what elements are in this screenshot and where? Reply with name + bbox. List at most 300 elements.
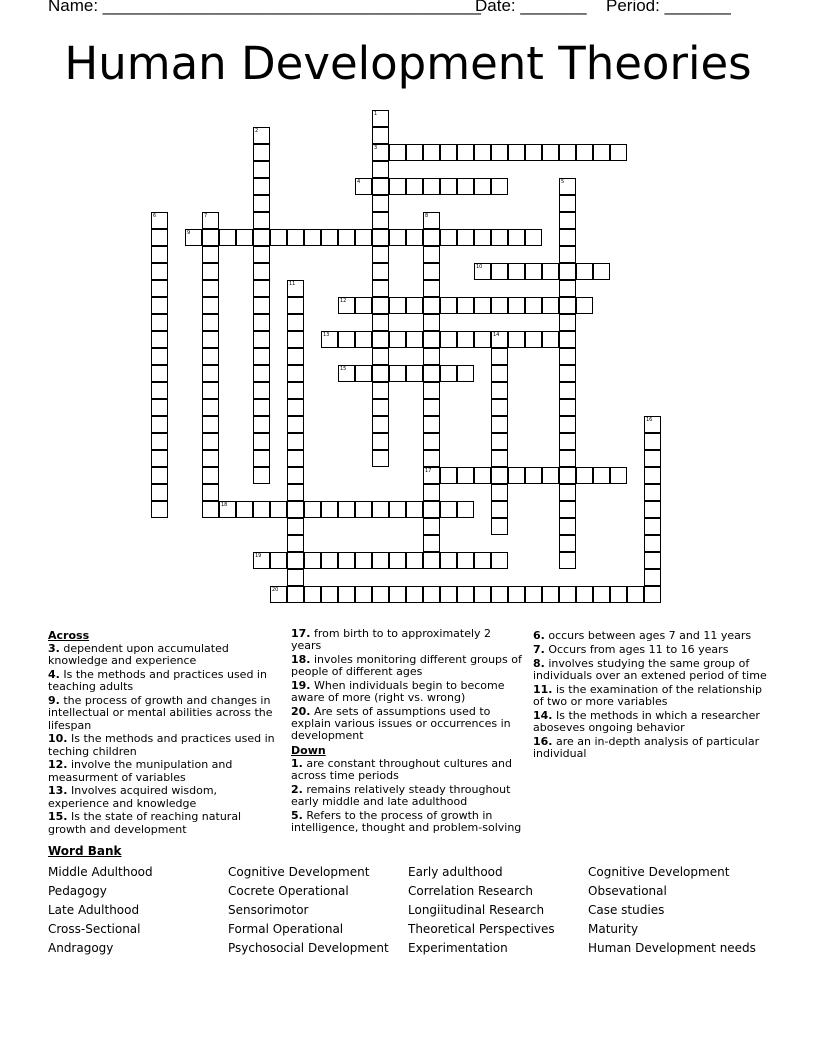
grid-cell[interactable] (151, 280, 168, 297)
grid-cell[interactable] (423, 484, 440, 501)
grid-cell[interactable] (559, 586, 576, 603)
grid-cell[interactable] (491, 229, 508, 246)
grid-cell[interactable] (440, 365, 457, 382)
grid-cell[interactable] (372, 314, 389, 331)
grid-cell[interactable] (202, 314, 219, 331)
grid-cell[interactable] (287, 433, 304, 450)
grid-cell[interactable] (253, 399, 270, 416)
grid-cell[interactable] (372, 552, 389, 569)
grid-cell[interactable] (372, 195, 389, 212)
grid-cell[interactable] (406, 229, 423, 246)
grid-cell[interactable] (474, 586, 491, 603)
grid-cell[interactable] (644, 501, 661, 518)
grid-cell[interactable] (253, 331, 270, 348)
grid-cell[interactable] (559, 195, 576, 212)
grid-cell[interactable] (559, 416, 576, 433)
grid-cell[interactable] (185, 229, 202, 246)
grid-cell[interactable] (525, 586, 542, 603)
grid-cell[interactable] (253, 229, 270, 246)
grid-cell[interactable] (321, 229, 338, 246)
grid-cell[interactable] (202, 467, 219, 484)
grid-cell[interactable] (559, 212, 576, 229)
grid-cell[interactable] (287, 552, 304, 569)
grid-cell[interactable] (219, 229, 236, 246)
grid-cell[interactable] (559, 467, 576, 484)
grid-cell[interactable] (202, 501, 219, 518)
grid-cell[interactable] (491, 586, 508, 603)
grid-cell[interactable] (457, 144, 474, 161)
grid-cell[interactable] (559, 263, 576, 280)
grid-cell[interactable] (338, 586, 355, 603)
grid-cell[interactable] (559, 535, 576, 552)
grid-cell[interactable] (372, 348, 389, 365)
grid-cell[interactable] (253, 467, 270, 484)
grid-cell[interactable] (457, 552, 474, 569)
grid-cell[interactable] (491, 450, 508, 467)
grid-cell[interactable] (423, 382, 440, 399)
grid-cell[interactable] (559, 382, 576, 399)
grid-cell[interactable] (151, 450, 168, 467)
grid-cell[interactable] (542, 144, 559, 161)
grid-cell[interactable] (236, 229, 253, 246)
grid-cell[interactable] (287, 331, 304, 348)
grid-cell[interactable] (491, 382, 508, 399)
grid-cell[interactable] (372, 229, 389, 246)
grid-cell[interactable] (202, 416, 219, 433)
grid-cell[interactable] (508, 331, 525, 348)
grid-cell[interactable] (338, 229, 355, 246)
grid-cell[interactable] (525, 144, 542, 161)
grid-cell[interactable] (457, 365, 474, 382)
grid-cell[interactable] (508, 297, 525, 314)
grid-cell[interactable] (372, 433, 389, 450)
grid-cell[interactable] (644, 450, 661, 467)
grid-cell[interactable] (287, 484, 304, 501)
grid-cell[interactable] (576, 263, 593, 280)
grid-cell[interactable] (423, 518, 440, 535)
grid-cell[interactable] (253, 195, 270, 212)
grid-cell[interactable] (440, 297, 457, 314)
grid-cell[interactable] (270, 552, 287, 569)
grid-cell[interactable] (406, 552, 423, 569)
grid-cell[interactable] (253, 297, 270, 314)
grid-cell[interactable] (338, 501, 355, 518)
grid-cell[interactable] (423, 535, 440, 552)
grid-cell[interactable] (474, 178, 491, 195)
grid-cell[interactable] (372, 331, 389, 348)
grid-cell[interactable] (253, 433, 270, 450)
grid-cell[interactable] (440, 586, 457, 603)
grid-cell[interactable] (610, 467, 627, 484)
grid-cell[interactable] (559, 331, 576, 348)
grid-cell[interactable] (423, 263, 440, 280)
grid-cell[interactable] (151, 348, 168, 365)
grid-cell[interactable] (287, 297, 304, 314)
grid-cell[interactable] (202, 263, 219, 280)
grid-cell[interactable] (423, 144, 440, 161)
grid-cell[interactable] (508, 229, 525, 246)
grid-cell[interactable] (355, 297, 372, 314)
grid-cell[interactable] (423, 552, 440, 569)
grid-cell[interactable] (202, 246, 219, 263)
grid-cell[interactable] (151, 382, 168, 399)
grid-cell[interactable] (423, 297, 440, 314)
word-bank-column (588, 863, 756, 958)
grid-cell[interactable] (423, 399, 440, 416)
grid-cell[interactable] (559, 552, 576, 569)
grid-cell[interactable] (253, 314, 270, 331)
grid-cell[interactable] (287, 399, 304, 416)
grid-cell[interactable] (423, 586, 440, 603)
grid-cell[interactable] (202, 331, 219, 348)
grid-cell[interactable] (559, 450, 576, 467)
grid-cell[interactable] (423, 212, 440, 229)
grid-cell[interactable] (559, 518, 576, 535)
grid-cell[interactable] (423, 280, 440, 297)
grid-cell[interactable] (372, 127, 389, 144)
grid-cell[interactable] (287, 501, 304, 518)
grid-cell[interactable] (423, 501, 440, 518)
grid-cell[interactable] (474, 229, 491, 246)
grid-cell[interactable] (270, 586, 287, 603)
grid-cell[interactable] (270, 229, 287, 246)
grid-cell[interactable] (593, 586, 610, 603)
grid-cell[interactable] (151, 331, 168, 348)
grid-cell[interactable] (457, 586, 474, 603)
grid-cell[interactable] (202, 399, 219, 416)
grid-cell[interactable] (559, 314, 576, 331)
grid-cell[interactable] (644, 467, 661, 484)
grid-cell[interactable] (321, 501, 338, 518)
grid-cell[interactable] (491, 416, 508, 433)
grid-cell[interactable] (491, 263, 508, 280)
grid-cell[interactable] (355, 229, 372, 246)
grid-cell[interactable] (304, 229, 321, 246)
date-field[interactable]: Date: _______ (475, 0, 587, 15)
grid-cell[interactable] (304, 586, 321, 603)
grid-cell[interactable] (457, 501, 474, 518)
grid-cell[interactable] (644, 433, 661, 450)
grid-cell[interactable] (508, 586, 525, 603)
grid-cell[interactable] (372, 416, 389, 433)
grid-cell[interactable] (372, 450, 389, 467)
grid-cell[interactable] (644, 416, 661, 433)
grid-cell[interactable] (372, 246, 389, 263)
period-field[interactable]: Period: _______ (606, 0, 731, 15)
grid-cell[interactable] (406, 501, 423, 518)
grid-cell[interactable] (406, 297, 423, 314)
grid-cell[interactable] (287, 586, 304, 603)
grid-cell[interactable] (491, 552, 508, 569)
grid-cell[interactable] (559, 348, 576, 365)
grid-cell[interactable] (525, 467, 542, 484)
grid-cell[interactable] (151, 263, 168, 280)
grid-cell[interactable] (372, 263, 389, 280)
grid-cell[interactable] (389, 586, 406, 603)
grid-cell[interactable] (423, 178, 440, 195)
grid-cell[interactable] (304, 552, 321, 569)
word-bank-item: Psychosocial Development (228, 941, 389, 955)
grid-cell[interactable] (202, 433, 219, 450)
grid-cell[interactable] (355, 586, 372, 603)
grid-cell[interactable] (423, 467, 440, 484)
grid-cell[interactable] (423, 365, 440, 382)
grid-cell[interactable] (236, 501, 253, 518)
grid-cell[interactable] (491, 297, 508, 314)
grid-cell[interactable] (287, 280, 304, 297)
grid-cell[interactable] (270, 501, 287, 518)
grid-cell[interactable] (253, 178, 270, 195)
grid-cell[interactable] (542, 586, 559, 603)
grid-cell[interactable] (389, 552, 406, 569)
grid-cell[interactable] (457, 178, 474, 195)
grid-cell[interactable] (593, 467, 610, 484)
grid-cell[interactable] (525, 229, 542, 246)
grid-cell[interactable] (508, 263, 525, 280)
grid-cell[interactable] (457, 467, 474, 484)
grid-cell[interactable] (372, 280, 389, 297)
grid-cell[interactable] (321, 586, 338, 603)
grid-cell[interactable] (508, 467, 525, 484)
grid-cell[interactable] (644, 535, 661, 552)
grid-cell[interactable] (423, 229, 440, 246)
grid-cell[interactable] (491, 433, 508, 450)
grid-cell[interactable] (372, 501, 389, 518)
grid-cell[interactable] (525, 297, 542, 314)
grid-cell[interactable] (287, 535, 304, 552)
grid-cell[interactable] (253, 246, 270, 263)
grid-cell[interactable] (491, 144, 508, 161)
grid-cell[interactable] (338, 365, 355, 382)
grid-cell[interactable] (253, 552, 270, 569)
grid-cell[interactable] (202, 229, 219, 246)
grid-cell[interactable] (542, 331, 559, 348)
grid-cell[interactable] (491, 467, 508, 484)
grid-cell[interactable] (491, 501, 508, 518)
grid-cell[interactable] (593, 144, 610, 161)
grid-cell[interactable] (474, 297, 491, 314)
grid-cell[interactable] (151, 484, 168, 501)
grid-cell[interactable] (253, 450, 270, 467)
grid-cell[interactable] (593, 263, 610, 280)
grid-cell[interactable] (423, 314, 440, 331)
grid-cell[interactable] (287, 450, 304, 467)
grid-cell[interactable] (389, 144, 406, 161)
grid-cell[interactable] (474, 144, 491, 161)
grid-cell[interactable] (151, 365, 168, 382)
grid-cell[interactable] (474, 467, 491, 484)
grid-cell[interactable] (440, 501, 457, 518)
grid-cell[interactable] (576, 297, 593, 314)
grid-cell[interactable] (423, 416, 440, 433)
grid-cell[interactable] (474, 263, 491, 280)
grid-cell[interactable] (287, 382, 304, 399)
grid-cell[interactable] (287, 416, 304, 433)
grid-cell[interactable] (559, 399, 576, 416)
grid-cell[interactable] (610, 144, 627, 161)
grid-cell[interactable] (576, 586, 593, 603)
grid-cell[interactable] (474, 552, 491, 569)
grid-cell[interactable] (253, 263, 270, 280)
grid-cell[interactable] (151, 246, 168, 263)
grid-cell[interactable] (423, 246, 440, 263)
grid-cell[interactable] (372, 110, 389, 127)
grid-cell[interactable] (559, 178, 576, 195)
grid-cell[interactable] (440, 331, 457, 348)
grid-cell[interactable] (253, 127, 270, 144)
grid-cell[interactable] (151, 433, 168, 450)
grid-cell[interactable] (491, 178, 508, 195)
grid-cell[interactable] (559, 501, 576, 518)
grid-cell[interactable] (491, 484, 508, 501)
grid-cell[interactable] (372, 297, 389, 314)
grid-cell[interactable] (559, 280, 576, 297)
grid-cell[interactable] (559, 144, 576, 161)
grid-cell[interactable] (355, 501, 372, 518)
grid-cell[interactable] (559, 433, 576, 450)
grid-cell[interactable] (644, 552, 661, 569)
grid-cell[interactable] (151, 229, 168, 246)
grid-cell[interactable] (542, 467, 559, 484)
grid-cell[interactable] (151, 314, 168, 331)
grid-cell[interactable] (372, 586, 389, 603)
grid-cell[interactable] (151, 467, 168, 484)
grid-cell[interactable] (389, 365, 406, 382)
grid-cell[interactable] (287, 229, 304, 246)
grid-cell[interactable] (202, 450, 219, 467)
grid-cell[interactable] (253, 382, 270, 399)
grid-cell[interactable] (202, 280, 219, 297)
grid-cell[interactable] (423, 450, 440, 467)
grid-cell[interactable] (304, 501, 321, 518)
grid-cell[interactable] (406, 178, 423, 195)
grid-cell[interactable] (559, 229, 576, 246)
grid-cell[interactable] (202, 484, 219, 501)
grid-cell[interactable] (644, 586, 661, 603)
grid-cell[interactable] (440, 144, 457, 161)
grid-cell[interactable] (610, 586, 627, 603)
grid-cell[interactable] (644, 484, 661, 501)
grid-cell[interactable] (576, 144, 593, 161)
grid-cell[interactable] (627, 586, 644, 603)
grid-cell[interactable] (253, 161, 270, 178)
grid-cell[interactable] (338, 331, 355, 348)
grid-cell[interactable] (287, 348, 304, 365)
grid-cell[interactable] (406, 586, 423, 603)
grid-cell[interactable] (287, 467, 304, 484)
grid-cell[interactable] (542, 263, 559, 280)
grid-cell[interactable] (389, 501, 406, 518)
grid-cell[interactable] (474, 331, 491, 348)
grid-cell[interactable] (440, 229, 457, 246)
grid-cell[interactable] (508, 144, 525, 161)
grid-cell[interactable] (406, 331, 423, 348)
grid-cell[interactable] (406, 365, 423, 382)
grid-cell[interactable] (559, 484, 576, 501)
grid-cell[interactable] (491, 399, 508, 416)
grid-cell[interactable] (372, 144, 389, 161)
grid-cell[interactable] (491, 348, 508, 365)
grid-cell[interactable] (355, 331, 372, 348)
grid-cell[interactable] (542, 297, 559, 314)
grid-cell[interactable] (253, 212, 270, 229)
grid-cell[interactable] (338, 297, 355, 314)
grid-cell[interactable] (202, 212, 219, 229)
grid-cell[interactable] (372, 382, 389, 399)
grid-cell[interactable] (202, 348, 219, 365)
grid-cell[interactable] (151, 416, 168, 433)
grid-cell[interactable] (559, 365, 576, 382)
grid-cell[interactable] (559, 297, 576, 314)
grid-cell[interactable] (525, 263, 542, 280)
grid-cell[interactable] (321, 552, 338, 569)
grid-cell[interactable] (644, 518, 661, 535)
grid-cell[interactable] (491, 518, 508, 535)
grid-cell[interactable] (321, 331, 338, 348)
grid-cell[interactable] (372, 178, 389, 195)
grid-cell[interactable] (202, 365, 219, 382)
grid-cell[interactable] (202, 382, 219, 399)
grid-cell[interactable] (644, 569, 661, 586)
grid-cell[interactable] (372, 365, 389, 382)
grid-cell[interactable] (423, 348, 440, 365)
grid-cell[interactable] (151, 501, 168, 518)
grid-cell[interactable] (440, 467, 457, 484)
grid-cell[interactable] (440, 178, 457, 195)
grid-cell[interactable] (389, 331, 406, 348)
grid-cell[interactable] (457, 229, 474, 246)
grid-cell[interactable] (253, 416, 270, 433)
grid-cell[interactable] (525, 331, 542, 348)
grid-cell[interactable] (406, 144, 423, 161)
grid-cell[interactable] (287, 365, 304, 382)
grid-cell[interactable] (151, 297, 168, 314)
name-field[interactable]: Name: ________________________________________ (48, 0, 481, 15)
grid-cell[interactable] (253, 365, 270, 382)
grid-cell[interactable] (355, 365, 372, 382)
grid-cell[interactable] (491, 365, 508, 382)
grid-cell[interactable] (253, 280, 270, 297)
grid-cell[interactable] (389, 297, 406, 314)
grid-cell[interactable] (576, 467, 593, 484)
grid-cell[interactable] (389, 229, 406, 246)
grid-cell[interactable] (440, 552, 457, 569)
grid-cell[interactable] (151, 399, 168, 416)
grid-cell[interactable] (355, 552, 372, 569)
grid-cell[interactable] (355, 178, 372, 195)
grid-cell[interactable] (253, 144, 270, 161)
grid-cell[interactable] (457, 331, 474, 348)
grid-cell[interactable] (491, 331, 508, 348)
grid-cell[interactable] (457, 297, 474, 314)
grid-cell[interactable] (253, 348, 270, 365)
grid-cell[interactable] (219, 501, 236, 518)
grid-cell[interactable] (151, 212, 168, 229)
grid-cell[interactable] (372, 161, 389, 178)
grid-cell[interactable] (338, 552, 355, 569)
grid-cell[interactable] (389, 178, 406, 195)
grid-cell[interactable] (372, 399, 389, 416)
grid-cell[interactable] (287, 569, 304, 586)
grid-cell[interactable] (423, 331, 440, 348)
grid-cell[interactable] (287, 518, 304, 535)
grid-cell[interactable] (202, 297, 219, 314)
grid-cell[interactable] (372, 212, 389, 229)
grid-cell[interactable] (423, 433, 440, 450)
grid-cell[interactable] (559, 246, 576, 263)
grid-cell[interactable] (253, 501, 270, 518)
grid-cell[interactable] (287, 314, 304, 331)
